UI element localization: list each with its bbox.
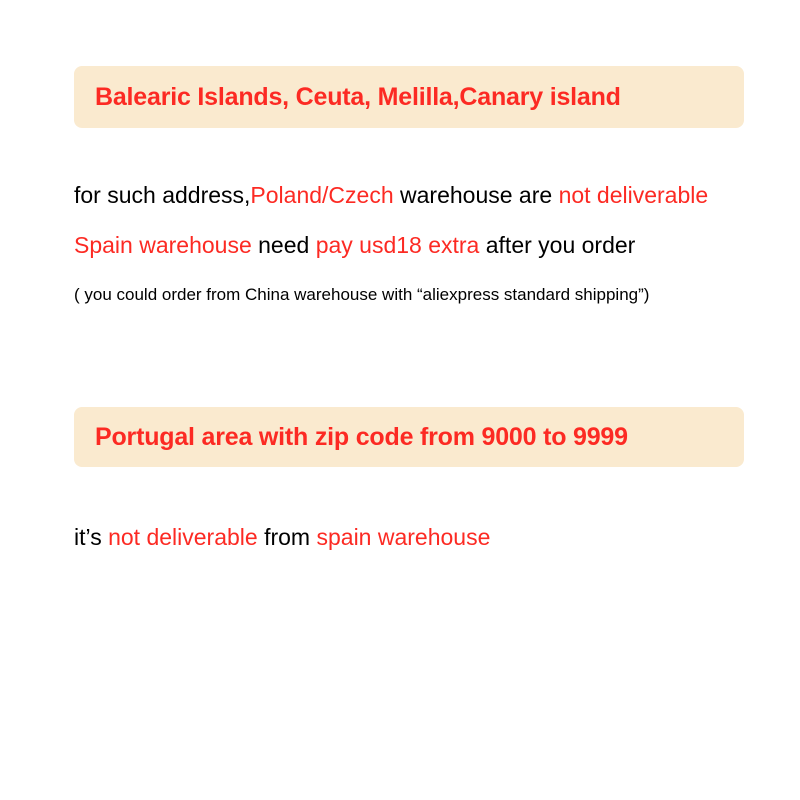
section1-line1-part2: Poland/Czech — [250, 182, 394, 208]
section2-line1-part4: spain warehouse — [316, 524, 491, 550]
section2-line1-part1: it’s — [74, 524, 109, 550]
section2-line1 — [74, 524, 490, 551]
section1-line1-part1: for such address, — [74, 182, 251, 208]
section1-line3: ( you could order from China warehouse with “aliexpress standard shipping”) — [74, 285, 650, 304]
section2-banner — [74, 407, 744, 467]
section2-line1-part3: from — [257, 524, 317, 550]
section1-line2 — [74, 232, 635, 259]
section1-line1-part4: not deliverable — [558, 182, 709, 208]
section1-line2-part3: pay usd18 extra — [315, 232, 480, 258]
section2-banner-text: Portugal area with zip code from 9000 to 9999 — [95, 422, 628, 451]
section1-line2-part1: Spain warehouse — [74, 232, 252, 258]
section1-line2-part4: after you order — [479, 232, 636, 258]
section1-banner-text: Balearic Islands, Ceuta, Melilla,Canary island — [95, 82, 621, 111]
section2-line1-part2: not deliverable — [108, 524, 258, 550]
section1-line1-part3: warehouse are — [393, 182, 559, 208]
section1-banner — [74, 66, 744, 128]
section1-line1 — [74, 182, 708, 209]
section1-line2-part2: need — [251, 232, 316, 258]
